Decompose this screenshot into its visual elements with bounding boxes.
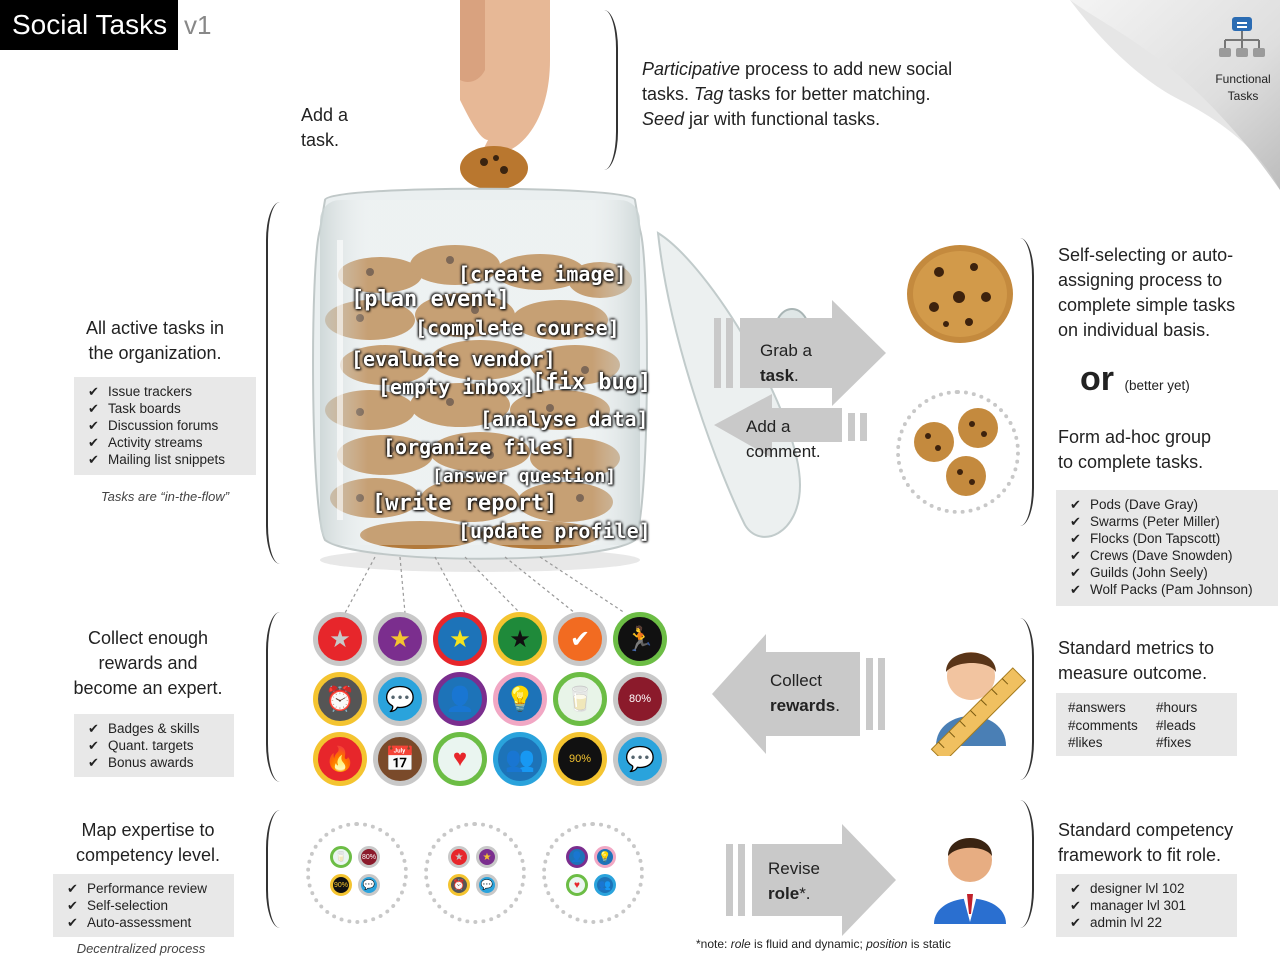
- self-selecting-text: Self-selecting or auto- assigning process to complete simple tasks on individual basis.: [1058, 245, 1236, 340]
- metrics-heading: Standard metrics to measure outcome.: [1058, 638, 1215, 683]
- task-label: [empty inbox]: [378, 375, 535, 399]
- revise-role-text: Revise role*.: [768, 859, 820, 903]
- collect-heading: Collect enough rewards and become an expert.: [73, 628, 223, 698]
- bracket-jar: [266, 202, 280, 564]
- star-badge-icon: ★: [493, 612, 547, 666]
- list-item: ✔ admin lvl 22: [1070, 915, 1163, 930]
- connector-lines: [330, 555, 660, 615]
- sign-mini-icon: 80%: [358, 846, 380, 868]
- list-item: ✔ Mailing list snippets: [88, 452, 226, 467]
- glass-badge-icon: 🥛: [553, 672, 607, 726]
- metric-tag: #fixes: [1156, 735, 1192, 751]
- chat-mini-icon: 💬: [358, 874, 380, 896]
- list-item: ✔ Flocks (Don Tapscott): [1070, 531, 1221, 546]
- metrics-tags: [1056, 693, 1237, 756]
- metric-tag: #comments: [1068, 717, 1138, 733]
- cookie-group-icon: [912, 406, 1006, 500]
- page-title: Social Tasks: [0, 0, 178, 50]
- runner-badge-icon: 🏃: [613, 612, 667, 666]
- heart-glass-mini-icon: ♥: [566, 874, 588, 896]
- metric-tag: #answers: [1068, 700, 1126, 715]
- task-label: [organize files]: [383, 435, 576, 459]
- competency-list: [1056, 874, 1237, 937]
- metric-tag: #hours: [1156, 700, 1198, 715]
- speech-bubbles-badge-icon: 💬: [613, 732, 667, 786]
- org-chart-icon: [1218, 16, 1268, 62]
- sign-80-badge-icon: 80%: [613, 672, 667, 726]
- sign-90-badge-icon: 90%: [553, 732, 607, 786]
- bracket-top: [604, 10, 618, 170]
- decentralized-note: Decentralized process: [76, 941, 206, 956]
- version-label: v1: [184, 10, 212, 40]
- bracket-competency: [1020, 800, 1034, 928]
- businessman-icon: [930, 826, 1010, 924]
- lightbulb-mini-icon: 💡: [594, 846, 616, 868]
- list-item: ✔ Guilds (John Seely): [1070, 565, 1208, 580]
- task-label: [write report]: [372, 491, 558, 516]
- list-item: ✔ Quant. targets: [88, 738, 194, 753]
- alarm-clock-mini-icon: ⏰: [448, 874, 470, 896]
- list-item: ✔ Bonus awards: [88, 755, 194, 770]
- task-label: [plan event]: [351, 287, 510, 312]
- list-item: ✔ designer lvl 102: [1070, 881, 1185, 896]
- in-the-flow-note: Tasks are “in-the-flow”: [100, 489, 230, 504]
- list-item: ✔ Auto-assessment: [67, 915, 192, 930]
- role-footnote: *note: role is fluid and dynamic; position is static: [696, 937, 951, 951]
- list-item: ✔ Task boards: [88, 401, 181, 416]
- task-label: [answer question]: [432, 466, 617, 487]
- bracket-map: [266, 810, 280, 928]
- person-badge-icon: 👤: [433, 672, 487, 726]
- badge-group-ring: [542, 822, 644, 924]
- task-label: [complete course]: [415, 316, 620, 340]
- collect-rewards-text: Collect rewards.: [770, 671, 840, 715]
- star-badge-icon: ★: [313, 612, 367, 666]
- alarm-clock-badge-icon: ⏰: [313, 672, 367, 726]
- star-mini-icon: ★: [448, 846, 470, 868]
- metric-tag: #leads: [1156, 717, 1196, 733]
- task-label: [update profile]: [458, 519, 651, 543]
- sign-mini-icon: 90%: [330, 874, 352, 896]
- map-heading: Map expertise to competency level.: [75, 820, 221, 865]
- list-item: ✔ Badges & skills: [88, 721, 200, 736]
- star-badge-icon: ★: [373, 612, 427, 666]
- check-badge-icon: ✔: [553, 612, 607, 666]
- list-item: ✔ Discussion forums: [88, 418, 219, 433]
- heart-glass-badge-icon: ♥: [433, 732, 487, 786]
- list-item: ✔ Swarms (Peter Miller): [1070, 514, 1220, 529]
- active-tasks-heading: All active tasks in the organization.: [85, 318, 225, 363]
- bracket-metrics: [1020, 618, 1034, 780]
- bracket-right-mid: [1020, 238, 1034, 526]
- list-item: ✔ Issue trackers: [88, 384, 193, 399]
- lightbulb-badge-icon: 💡: [493, 672, 547, 726]
- people-mini-icon: 👥: [594, 874, 616, 896]
- list-item: ✔ Crews (Dave Snowden): [1070, 548, 1233, 563]
- or-label: or (better yet): [1080, 360, 1190, 398]
- task-label: [evaluate vendor]: [351, 347, 556, 371]
- list-item: ✔ Performance review: [67, 881, 208, 896]
- form-group-text: Form ad-hoc group to complete tasks.: [1058, 427, 1212, 472]
- star-badge-icon: ★: [433, 612, 487, 666]
- person-mini-icon: 👤: [566, 846, 588, 868]
- group-types-list: [1056, 490, 1278, 606]
- calendar-badge-icon: 📅: [373, 732, 427, 786]
- badge-group-ring: [306, 822, 408, 924]
- task-label: [create image]: [458, 262, 627, 286]
- list-item: ✔ Activity streams: [88, 435, 203, 450]
- grab-task-text: Grab a task.: [760, 341, 812, 385]
- chat-badge-icon: 💬: [373, 672, 427, 726]
- chat-mini-icon: 💬: [476, 874, 498, 896]
- glass-mini-icon: 🥛: [330, 846, 352, 868]
- list-item: ✔ manager lvl 301: [1070, 898, 1187, 913]
- collect-list: [74, 714, 234, 777]
- person-ruler-icon: [916, 636, 1026, 756]
- hand-image: [400, 0, 580, 190]
- list-item: ✔ Self-selection: [67, 898, 169, 913]
- add-task-text: Add a task.: [301, 105, 349, 150]
- flame-badge-icon: 🔥: [313, 732, 367, 786]
- participative-text: Participative process to add new social tasks. Tag tasks for better matching. Seed jar with functional tasks.: [642, 59, 953, 129]
- people-badge-icon: 👥: [493, 732, 547, 786]
- star-mini-icon: ★: [476, 846, 498, 868]
- active-tasks-list: [74, 377, 256, 475]
- add-comment-text: Add a comment.: [746, 417, 821, 461]
- metric-tag: #likes: [1068, 735, 1103, 751]
- task-label: [analyse data]: [480, 407, 649, 431]
- functional-tasks-label[interactable]: Functional Tasks: [1215, 72, 1271, 103]
- bracket-badges: [266, 612, 280, 782]
- map-list: [53, 874, 234, 937]
- list-item: ✔ Wolf Packs (Pam Johnson): [1070, 582, 1253, 597]
- cookie-icon: [904, 242, 1016, 346]
- badge-group-ring: [424, 822, 526, 924]
- task-label: [fix bug]: [532, 370, 652, 395]
- competency-heading: Standard competency framework to fit role.: [1058, 820, 1234, 865]
- list-item: ✔ Pods (Dave Gray): [1070, 497, 1199, 512]
